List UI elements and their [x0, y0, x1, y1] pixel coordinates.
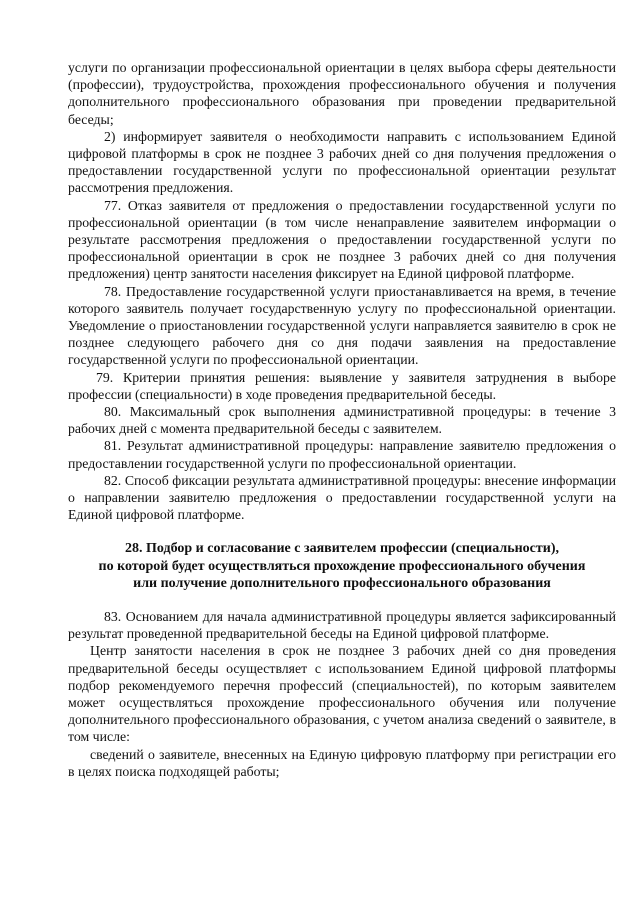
heading-line: по которой будет осуществляться прохождение профессионального обучения: [98, 558, 586, 574]
paragraph-78: 78. Предоставление государственной услуги приостанавливается на время, в течение которого заявитель получает государственную услугу по профессиональной ориентации. Уведомление о приостановлении государственной услуги направляется заявителю в срок не позднее следующего рабочего дня со дня подачи заявления на предоставление государственной услуги по профессиональной ориентации.: [68, 283, 616, 368]
paragraph-81: 81. Результат административной процедуры: направление заявителю предложения о предоставлении государственной услуги по профессиональной ориентации.: [68, 438, 616, 471]
paragraph-82: 82. Способ фиксации результата административной процедуры: внесение информации о направлении заявителю предложения о предоставлении государственной услуги на Единой цифровой платформе.: [68, 472, 616, 523]
paragraph-80: 80. Максимальный срок выполнения административной процедуры: в течение 3 рабочих дней с момента предварительной беседы с заявителем.: [68, 404, 616, 437]
paragraph-77: 77. Отказ заявителя от предложения о предоставлении государственной услуги по профессиональной ориентации (в том числе ненаправление заявителем информации о результате рассмотрения предложения о предоставлении государственной услуги по профессиональной ориентации в срок не позднее 3 рабочих дней со дня получения предложения) центр занятости населения фиксирует на Единой цифровой платформе.: [68, 197, 616, 282]
paragraph-continuation: услуги по организации профессиональной ориентации в целях выбора сферы деятельности (профессии), трудоустройства, прохождения профессионального обучения и получения дополнительного профессионального образования при проведении предварительной беседы;: [68, 60, 616, 127]
section-heading-28: [68, 540, 616, 593]
heading-line: 28. Подбор и согласование с заявителем профессии (специальности),: [125, 541, 559, 557]
paragraph-svedeniy: сведений о заявителе, внесенных на Единую цифровую платформу при регистрации его в целях поиска подходящей работы;: [68, 746, 616, 779]
paragraph-center-zanyatosti: Центр занятости населения в срок не позднее 3 рабочих дней со дня проведения предварительной беседы осуществляет с использованием Единой цифровой платформы подбор рекомендуемого перечня профессий (специальностей), по которым заявителем может осуществляться прохождение профессионального обучения или получение дополнительного профессионального образования, с учетом анализа сведений о заявителе, в том числе:: [68, 643, 616, 745]
document-body: [68, 59, 616, 780]
paragraph-79: 79. Критерии принятия решения: выявление у заявителя затруднения в выборе профессии (специальности) в ходе проведения предварительной беседы.: [68, 369, 616, 402]
heading-line: или получение дополнительного профессионального образования: [133, 576, 551, 592]
paragraph-item-2: 2) информирует заявителя о необходимости направить с использованием Единой цифровой платформы в срок не позднее 3 рабочих дней со дня получения предложения о предоставлении государственной услуги по профессиональной ориентации результат рассмотрения предложения.: [68, 128, 616, 196]
paragraph-83: 83. Основанием для начала административной процедуры является зафиксированный результат проведенной предварительной беседы на Единой цифровой платформе.: [68, 608, 616, 642]
